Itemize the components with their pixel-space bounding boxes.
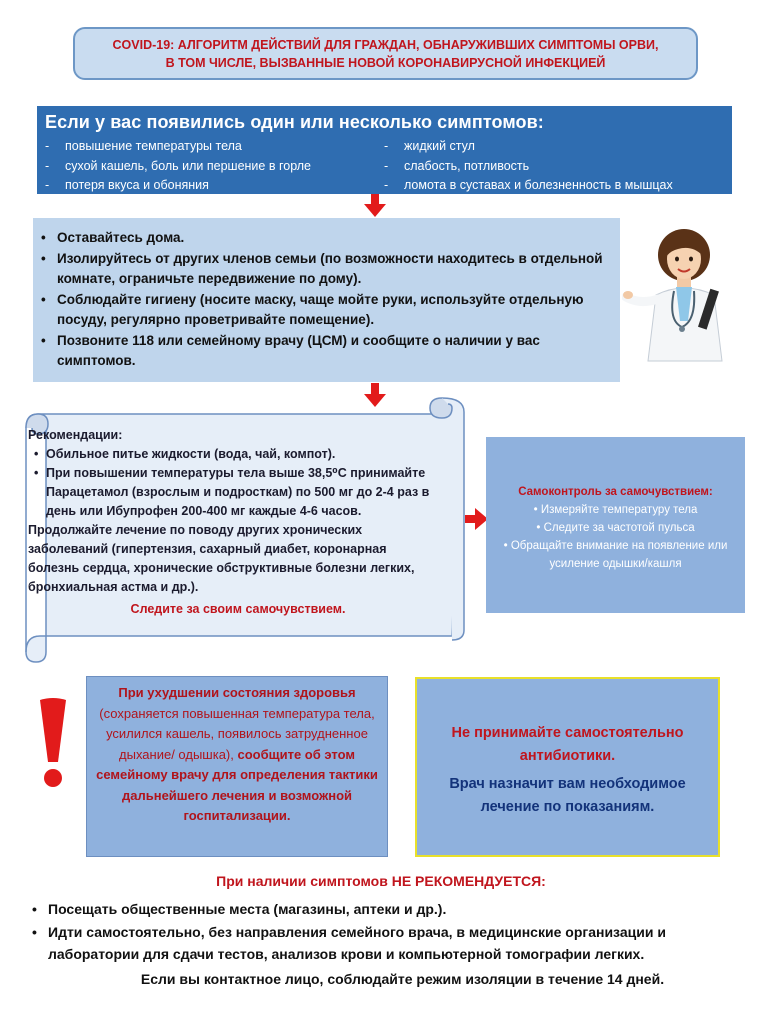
not-recommended-item: • Идти самостоятельно, без направления семейного врача, в медицинские организации и лаборатории для сдачи тестов, анализов крови и компьютерной томографии легких. [30,921,745,966]
symptoms-box [37,106,732,194]
not-recommended-heading: При наличии симптомов НЕ РЕКОМЕНДУЕТСЯ: [216,873,546,889]
symptom-item: - жидкий стул [382,137,673,157]
symptom-item: - сухой кашель, боль или першение в горле [43,157,311,177]
worsening-warning-box [86,676,388,857]
recommendations-text [28,426,448,619]
antibiotics-warning: Не принимайте самостоятельно антибиотики. [451,725,684,764]
down-arrow-icon [362,194,388,218]
self-control-box [486,437,745,613]
symptom-item: - ломота в суставах и болезненность в мышцах [382,176,673,196]
title-line-1: COVID-19: АЛГОРИТМ ДЕЙСТВИЙ ДЛЯ ГРАЖДАН, ОБНАРУЖИВШИХ СИМПТОМЫ ОРВИ, [112,38,659,52]
warning-lead: При ухудшении состояния здоровья [118,685,356,700]
recommendations-list [28,445,448,521]
title-line-2: В ТОМ ЧИСЛЕ, ВЫЗВАННЫЕ НОВОЙ КОРОНАВИРУСНОЙ ИНФЕКЦИЕЙ [165,56,606,70]
self-control-item: • Обращайте внимание на появление или усиление одышки/кашля [503,540,728,570]
symptom-item: - повышение температуры тела [43,137,311,157]
warning-instruction: сообщите об этом семейному врачу для определения тактики дальнейшего лечения и возможной госпитализации. [96,746,378,823]
isolation-note: Если вы контактное лицо, соблюдайте режим изоляции в течение 14 дней. [140,970,665,987]
self-control-heading: Самоконтроль за самочувствием: [518,486,713,498]
recommendation-item: • При повышении температуры тела выше 38,5⁰С принимайте Парацетамол (взрослым и подросткам) по 500 мг до 2-4 раз в день или Ибупрофен 200-400 мг каждые 4-6 часов. [28,464,448,521]
symptoms-left-list [43,137,311,196]
self-control-item: • Измеряйте температуру тела [533,504,698,516]
recommendations-footer: Следите за своим самочувствием. [130,602,346,616]
symptom-item: - потеря вкуса и обоняния [43,176,311,196]
page-title [73,27,698,80]
not-recommended-item: • Посещать общественные места (магазины, аптеки и др.). [30,898,745,921]
not-recommended-list [30,898,745,966]
antibiotics-box [415,677,720,857]
action-item: • Позвоните 118 или семейному врачу (ЦСМ) и сообщите о наличии у вас симптомов. [57,331,608,372]
warning-details: (сохраняется повышенная температура тела, усилился кашель, появилось затрудненное дыхание/ одышка), [99,705,375,762]
self-control-item: • Следите за частотой пульса [536,522,695,534]
recommendations-heading: Рекомендации: [28,428,123,442]
symptoms-right-list [382,137,673,196]
not-recommended-section [30,898,745,990]
antibiotics-note: Врач назначит вам необходимое лечение по показаниям. [449,776,686,815]
action-item: • Оставайтесь дома. [57,228,608,249]
symptom-item: - слабость, потливость [382,157,673,177]
action-item: • Изолируйтесь от других членов семьи (по возможности находитесь в отдельной комнате, ограничьте передвижение по дому). [57,249,608,290]
exclamation-icon [36,696,70,790]
recommendation-item: • Обильное питье жидкости (вода, чай, компот). [28,445,448,464]
actions-list [57,228,608,372]
symptoms-heading: Если у вас появились один или несколько симптомов: [45,112,544,132]
recommendations-paragraph: Продолжайте лечение по поводу других хронических заболеваний (гипертензия, сахарный диабет, коронарная болезнь сердца, хронические обструктивные болезни легких, бронхиальная астма и др.). [28,523,415,594]
actions-box [33,218,620,382]
doctor-illustration [622,225,734,365]
action-item: • Соблюдайте гигиену (носите маску, чаще мойте руки, используйте отдельную посуду, регулярно проветривайте помещение). [57,290,608,331]
